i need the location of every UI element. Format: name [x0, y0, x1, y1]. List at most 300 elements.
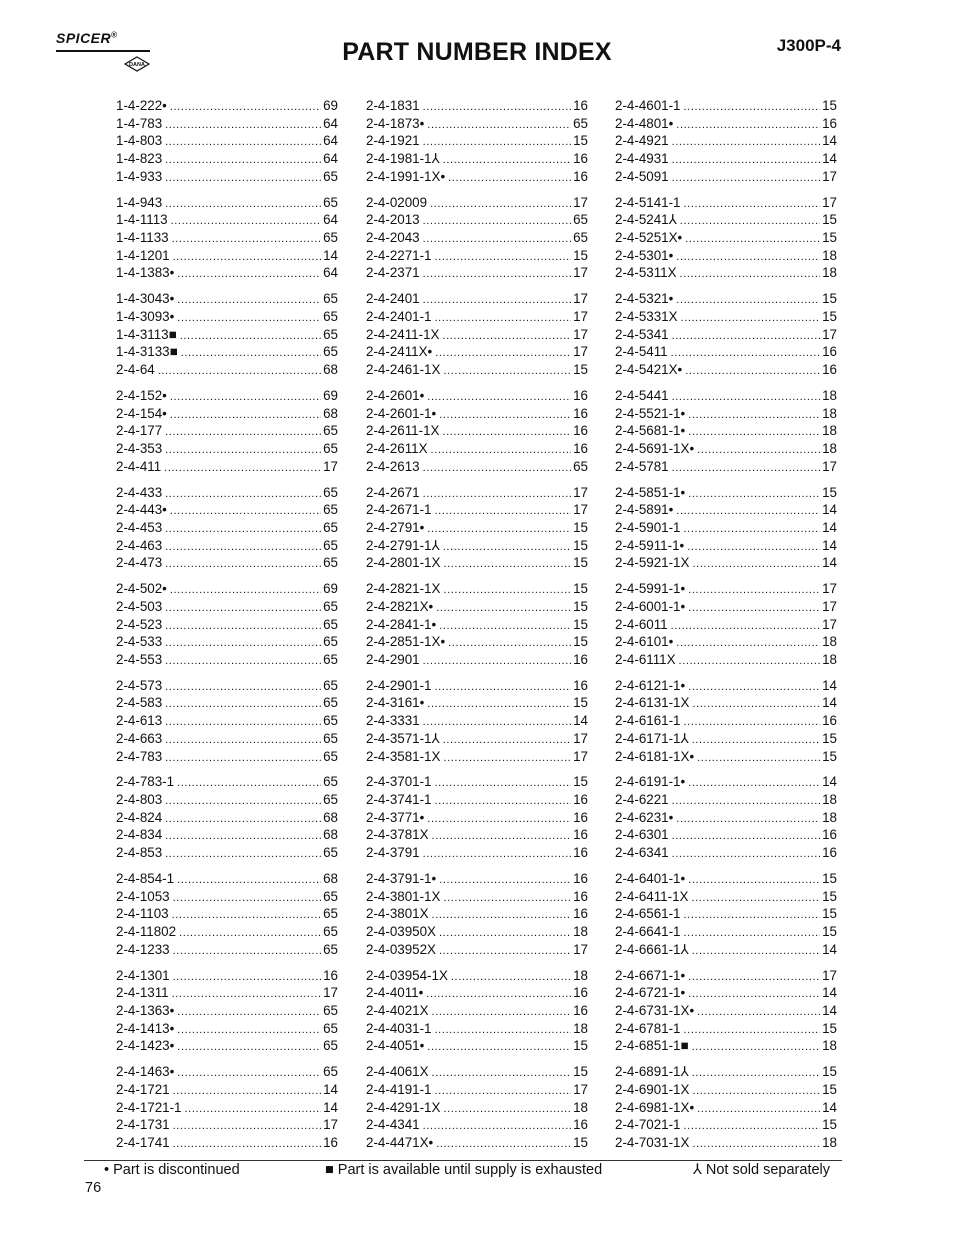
index-entry — [615, 326, 837, 344]
page-reference: 65 — [323, 1038, 338, 1054]
page-reference: 15 — [573, 616, 588, 632]
dot-leader — [692, 1136, 820, 1154]
index-entry — [615, 1099, 837, 1117]
index-entry — [615, 343, 837, 361]
index-entry — [615, 844, 837, 862]
part-number: 2-4-4031-1 — [366, 1020, 432, 1036]
index-entry — [615, 484, 837, 502]
part-number: 2-4-613 — [116, 713, 163, 729]
index-entry — [366, 967, 588, 985]
page-reference: 18 — [822, 440, 837, 456]
page-reference: 17 — [822, 598, 837, 614]
index-entry — [366, 1081, 588, 1099]
page-reference: 65 — [323, 748, 338, 764]
part-number: 2-4-2901-1 — [366, 677, 432, 693]
index-entry — [116, 967, 338, 985]
part-number: 1-4-3043• — [116, 291, 175, 307]
brand-name: SPICER® — [56, 30, 118, 46]
index-entry — [366, 1037, 588, 1055]
part-number: 2-4-2601-1• — [366, 405, 437, 421]
index-group — [116, 484, 338, 572]
dot-leader — [165, 170, 321, 188]
index-entry — [116, 888, 338, 906]
dot-leader — [423, 1118, 571, 1136]
page-reference: 15 — [573, 1064, 588, 1080]
dot-leader — [692, 696, 820, 714]
page-reference: 68 — [323, 405, 338, 421]
part-number: 2-4-1423• — [116, 1038, 175, 1054]
part-number: 2-4-4931 — [615, 151, 669, 167]
part-number: 2-4-1053 — [116, 888, 170, 904]
page-reference: 65 — [323, 941, 338, 957]
index-entry — [366, 554, 588, 572]
index-group — [615, 97, 837, 185]
page-reference: 65 — [323, 519, 338, 535]
index-entry — [615, 826, 837, 844]
dot-leader — [165, 846, 321, 864]
part-number: 2-4-5331X — [615, 308, 678, 324]
legend-not-sold-separately: ⅄ Not sold separately — [693, 1162, 831, 1178]
dot-leader — [692, 556, 820, 574]
index-entry — [366, 888, 588, 906]
page-reference: 14 — [822, 519, 837, 535]
page-reference: 69 — [323, 387, 338, 403]
page-reference: 65 — [323, 537, 338, 553]
index-entry — [615, 229, 837, 247]
index-group — [366, 484, 588, 572]
page-reference: 17 — [573, 1081, 588, 1097]
part-number: 1-4-933 — [116, 168, 163, 184]
dot-leader — [684, 907, 821, 925]
part-number: 2-4-154• — [116, 405, 167, 421]
part-number: 2-4-11802 — [116, 924, 177, 940]
index-entry — [615, 1116, 837, 1134]
dot-leader — [423, 653, 571, 671]
page-reference: 16 — [573, 1117, 588, 1133]
dot-leader — [676, 635, 820, 653]
dot-leader — [687, 539, 820, 557]
part-number: 2-4-6721-1• — [615, 985, 686, 1001]
page-reference: 18 — [822, 1135, 837, 1150]
dot-leader — [688, 407, 820, 425]
index-group — [615, 580, 837, 668]
index-entry — [116, 598, 338, 616]
index-entry — [366, 730, 588, 748]
page-reference: 15 — [822, 1064, 837, 1080]
part-number: 2-4-1741 — [116, 1135, 170, 1150]
index-entry — [366, 211, 588, 229]
part-number: 2-4-783-1 — [116, 774, 175, 790]
index-group — [366, 773, 588, 861]
page-reference: 65 — [323, 555, 338, 571]
index-entry — [615, 458, 837, 476]
part-number: 2-4-1831 — [366, 98, 420, 113]
page-title: PART NUMBER INDEX — [342, 38, 612, 66]
part-number: 2-4-3331 — [366, 713, 420, 729]
index-group — [366, 580, 588, 668]
dot-leader — [676, 503, 820, 521]
page-reference: 16 — [573, 985, 588, 1001]
dot-leader — [443, 152, 571, 170]
page-reference: 14 — [822, 774, 837, 790]
index-entry — [366, 115, 588, 133]
part-number: 2-4-2791-1⅄ — [366, 537, 440, 553]
page-reference: 65 — [323, 230, 338, 245]
dot-leader — [173, 1136, 321, 1154]
page-reference: 65 — [573, 230, 588, 245]
dot-leader — [165, 653, 321, 671]
page-reference: 18 — [822, 247, 837, 263]
page-reference: 15 — [573, 598, 588, 614]
part-number: 2-4-3771• — [366, 809, 425, 825]
index-entry — [116, 211, 338, 229]
index-entry — [615, 387, 837, 405]
page-reference: 17 — [573, 291, 588, 307]
part-number: 2-4-5911-1• — [615, 537, 685, 553]
page-reference: 65 — [323, 1003, 338, 1018]
dot-leader — [439, 872, 571, 890]
part-number: 2-4-583 — [116, 695, 163, 711]
part-number: 2-4-6231• — [615, 809, 674, 825]
page-reference: 17 — [573, 941, 588, 957]
part-number: 2-4-5251X• — [615, 230, 683, 245]
page-reference: 65 — [323, 924, 338, 940]
part-number: 2-4-5311X — [615, 265, 677, 281]
page-reference: 17 — [573, 344, 588, 360]
dot-leader — [170, 582, 321, 600]
index-entry — [366, 326, 588, 344]
part-number: 2-4-502• — [116, 581, 167, 597]
index-entry — [366, 826, 588, 844]
index-entry — [116, 1081, 338, 1099]
page-reference: 16 — [822, 713, 837, 729]
page-reference: 17 — [323, 1117, 338, 1133]
page-reference: 65 — [323, 291, 338, 307]
index-group — [116, 97, 338, 185]
part-number: 1-4-3133■ — [116, 344, 178, 360]
index-entry — [615, 1002, 837, 1020]
dot-leader — [173, 969, 321, 987]
dot-leader — [442, 424, 571, 442]
index-group — [615, 484, 837, 572]
index-entry — [366, 905, 588, 923]
dot-leader — [692, 943, 820, 961]
page-reference: 65 — [323, 677, 338, 693]
index-entry — [366, 484, 588, 502]
part-number: 2-4-6781-1 — [615, 1020, 681, 1036]
index-entry — [116, 1020, 338, 1038]
part-number: 2-4-03950X — [366, 924, 436, 940]
index-group — [615, 870, 837, 958]
part-number: 1-4-783 — [116, 115, 163, 131]
dot-leader — [436, 1136, 571, 1154]
part-number: 2-4-6131-1X — [615, 695, 690, 711]
index-entry — [615, 580, 837, 598]
index-group — [366, 967, 588, 1055]
page-reference: 15 — [573, 519, 588, 535]
part-number: 2-4-2401-1 — [366, 308, 432, 324]
part-number: 2-4-6641-1 — [615, 924, 681, 940]
index-entry — [116, 1063, 338, 1081]
dot-leader — [451, 969, 571, 987]
page-reference: 15 — [573, 634, 588, 650]
page-reference: 15 — [822, 748, 837, 764]
index-entry — [615, 132, 837, 150]
part-number: 2-4-2671-1 — [366, 502, 432, 518]
index-group — [615, 677, 837, 765]
dot-leader — [165, 696, 321, 714]
dot-leader — [685, 231, 820, 249]
part-number: 2-4-6341 — [615, 845, 669, 861]
index-entry — [366, 651, 588, 669]
index-entry — [366, 844, 588, 862]
dot-leader — [179, 925, 321, 943]
page-reference: 15 — [822, 484, 837, 500]
dot-leader — [173, 249, 321, 267]
index-entry — [116, 229, 338, 247]
index-entry — [116, 809, 338, 827]
dot-leader — [170, 407, 321, 425]
part-number: 2-4-1721 — [116, 1081, 170, 1097]
part-number: 2-4-4471X• — [366, 1135, 434, 1150]
page-reference: 64 — [323, 115, 338, 131]
index-entry — [116, 923, 338, 941]
page-reference: 18 — [822, 634, 837, 650]
index-entry — [366, 229, 588, 247]
dot-leader — [177, 266, 321, 284]
page-reference: 15 — [573, 555, 588, 571]
part-number: 2-4-5241⅄ — [615, 212, 677, 228]
index-entry — [116, 501, 338, 519]
index-entry — [615, 730, 837, 748]
index-entry — [116, 405, 338, 423]
page-reference: 16 — [323, 967, 338, 983]
dot-leader — [426, 986, 571, 1004]
index-entry — [116, 132, 338, 150]
index-entry — [615, 247, 837, 265]
index-entry — [366, 264, 588, 282]
index-entry — [116, 264, 338, 282]
dot-leader — [435, 679, 572, 697]
page-reference: 14 — [822, 695, 837, 711]
page-reference: 16 — [822, 362, 837, 377]
index-entry — [366, 791, 588, 809]
dot-leader — [684, 521, 821, 539]
index-entry — [116, 651, 338, 669]
dot-leader — [697, 1004, 820, 1022]
dot-leader — [692, 1039, 820, 1057]
page-reference: 14 — [822, 985, 837, 1001]
part-number: 2-4-1981-1⅄ — [366, 151, 440, 167]
dot-leader — [684, 196, 821, 214]
part-number: 2-4-824 — [116, 809, 163, 825]
dot-leader — [165, 539, 321, 557]
index-group — [615, 967, 837, 1055]
part-number: 2-4-5921-1X — [615, 555, 690, 571]
page-reference: 18 — [822, 265, 837, 281]
index-entry — [615, 422, 837, 440]
index-entry — [116, 712, 338, 730]
part-number: 2-4-6401-1• — [615, 871, 686, 886]
part-number: 2-4-1233 — [116, 941, 170, 957]
part-number: 2-4-5301• — [615, 247, 674, 263]
page-reference: 17 — [573, 194, 588, 210]
part-number: 2-4-1721-1 — [116, 1099, 182, 1115]
index-entry — [615, 694, 837, 712]
page-reference: 16 — [822, 827, 837, 843]
dot-leader — [158, 363, 321, 381]
index-entry — [116, 537, 338, 555]
page-reference: 17 — [573, 484, 588, 500]
dot-leader — [170, 503, 321, 521]
index-entry — [615, 748, 837, 766]
page-reference: 17 — [822, 458, 837, 474]
index-entry — [116, 361, 338, 379]
index-entry — [366, 870, 588, 888]
dot-leader — [185, 1101, 322, 1119]
part-number: 2-4-6161-1 — [615, 713, 681, 729]
legend-discontinued: • Part is discontinued — [104, 1162, 240, 1178]
part-number: 2-4-5411 — [615, 344, 668, 360]
page-reference: 68 — [323, 809, 338, 825]
part-number: 2-4-2043 — [366, 230, 420, 245]
index-entry — [366, 308, 588, 326]
index-entry — [615, 440, 837, 458]
part-number: 2-4-177 — [116, 423, 163, 439]
dot-leader — [177, 292, 321, 310]
index-group — [116, 580, 338, 668]
dot-leader — [165, 521, 321, 539]
page-reference: 15 — [822, 1081, 837, 1097]
page-reference: 15 — [822, 871, 837, 886]
part-number: 2-4-5991-1• — [615, 581, 686, 597]
page-reference: 15 — [573, 133, 588, 149]
dot-leader — [688, 775, 820, 793]
part-number: 2-4-6731-1X• — [615, 1003, 695, 1018]
index-entry — [615, 519, 837, 537]
index-entry — [116, 484, 338, 502]
part-number: 2-4-4801• — [615, 115, 674, 131]
page-reference: 15 — [822, 730, 837, 746]
dot-leader — [172, 986, 321, 1004]
part-number: 2-4-4021X — [366, 1003, 429, 1018]
part-number: 2-4-1921 — [366, 133, 420, 149]
page-reference: 16 — [822, 115, 837, 131]
part-number: 2-4-6671-1• — [615, 967, 686, 983]
index-entry — [116, 194, 338, 212]
index-entry — [615, 598, 837, 616]
dot-leader — [688, 486, 820, 504]
page-reference: 16 — [573, 888, 588, 904]
dot-leader — [680, 213, 820, 231]
page-reference: 16 — [573, 792, 588, 808]
part-number: 2-4-5781 — [615, 458, 669, 474]
page-reference: 18 — [822, 1038, 837, 1054]
index-entry — [116, 730, 338, 748]
page-reference: 65 — [573, 458, 588, 474]
page-reference: 16 — [573, 871, 588, 886]
index-entry — [116, 1134, 338, 1152]
dot-leader — [165, 486, 321, 504]
part-number: 2-4-2791• — [366, 519, 425, 535]
index-entry — [366, 501, 588, 519]
index-entry — [615, 1063, 837, 1081]
page-reference: 15 — [573, 362, 588, 377]
page-reference: 65 — [573, 115, 588, 131]
part-number: 2-4-2611-1X — [366, 423, 440, 439]
dot-leader — [688, 872, 820, 890]
page-reference: 17 — [573, 748, 588, 764]
part-number: 2-4-6101• — [615, 634, 674, 650]
part-number: 2-4-663 — [116, 730, 163, 746]
index-entry — [366, 1002, 588, 1020]
part-number: 2-4-6561-1 — [615, 906, 681, 922]
dot-leader — [165, 828, 321, 846]
page-reference: 65 — [323, 1020, 338, 1036]
dot-leader — [165, 442, 321, 460]
dot-leader — [181, 345, 321, 363]
index-entry — [366, 519, 588, 537]
page-reference: 14 — [822, 502, 837, 518]
dot-leader — [692, 1065, 820, 1083]
dot-leader — [165, 600, 321, 618]
page-reference: 17 — [573, 502, 588, 518]
page-reference: 14 — [822, 941, 837, 957]
dot-leader — [435, 503, 572, 521]
index-entry — [116, 247, 338, 265]
page-reference: 16 — [573, 651, 588, 667]
part-number: 2-4-5901-1 — [615, 519, 681, 535]
dot-leader — [443, 539, 571, 557]
index-entry — [615, 211, 837, 229]
index-entry — [116, 387, 338, 405]
dot-leader — [680, 266, 821, 284]
dot-leader — [170, 99, 321, 117]
index-entry — [615, 1081, 837, 1099]
dot-leader — [165, 196, 321, 214]
page-reference: 15 — [573, 1038, 588, 1054]
dot-leader — [688, 424, 820, 442]
part-number: 2-4-2821-1X — [366, 581, 441, 597]
dot-leader — [177, 775, 321, 793]
dot-leader — [177, 1022, 321, 1040]
part-number: 1-4-1201 — [116, 247, 170, 263]
index-entry — [366, 809, 588, 827]
dot-leader — [173, 1083, 321, 1101]
dot-leader — [172, 231, 321, 249]
dot-leader — [684, 99, 821, 117]
index-entry — [615, 712, 837, 730]
dot-leader — [165, 714, 321, 732]
dot-leader — [692, 1083, 820, 1101]
dot-leader — [435, 249, 572, 267]
dot-leader — [443, 363, 571, 381]
index-entry — [366, 633, 588, 651]
page-reference: 14 — [822, 133, 837, 149]
dot-leader — [177, 310, 321, 328]
part-number: 2-4-5441 — [615, 387, 669, 403]
part-number: 2-4-2013 — [366, 212, 420, 228]
part-number: 2-4-6191-1• — [615, 774, 686, 790]
page-reference: 65 — [323, 502, 338, 518]
index-entry — [366, 458, 588, 476]
dot-leader — [676, 117, 820, 135]
page-reference: 65 — [323, 484, 338, 500]
dot-leader — [173, 943, 321, 961]
dot-leader — [165, 635, 321, 653]
index-group — [116, 870, 338, 958]
index-entry — [366, 694, 588, 712]
